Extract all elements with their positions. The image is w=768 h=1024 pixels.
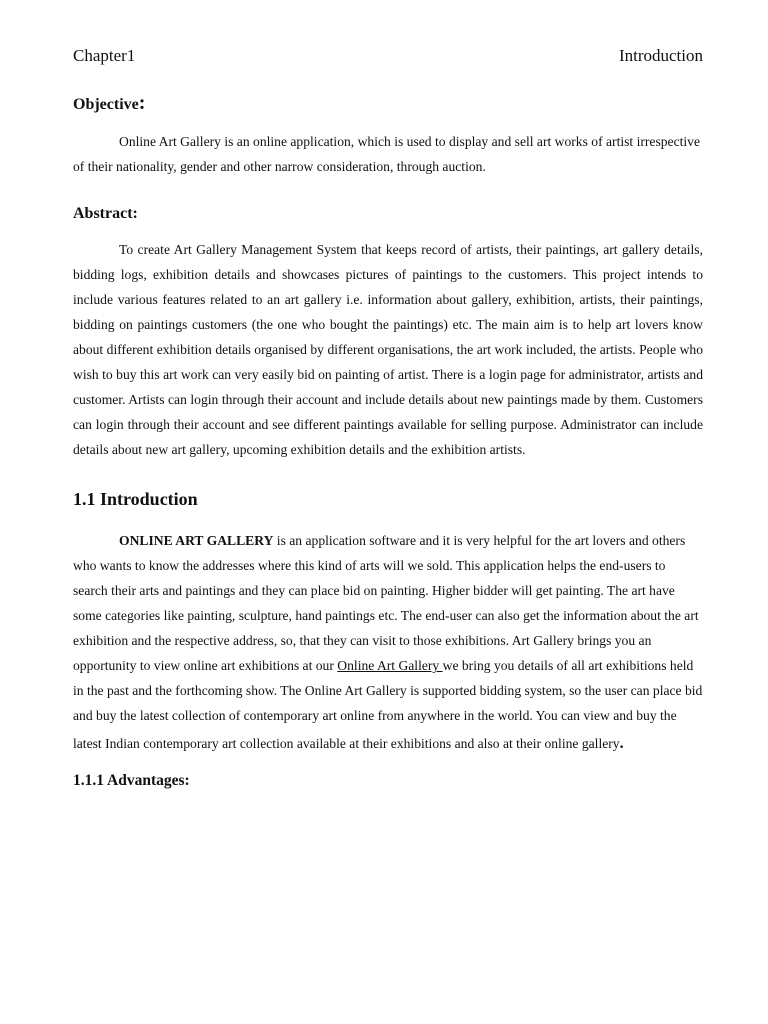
introduction-heading: 1.1 Introduction (73, 489, 198, 509)
abstract-text: To create Art Gallery Management System that keeps record of artists, their paintings, art gallery details, bidding logs, exhibition details and showcases pictures of paintings to the customers. This project intends to include various features related to an art gallery i.e. information about gallery, exhibition, artists, their paintings, bidding on paintings customers (the one who bought the paintings) etc. The main aim is to help art lovers know about different exhibition details organised by different organisations, the art work included, the artists. People who wish to buy this art work can very easily bid on painting of artist. There is a login page for administrator, artists and customer. Artists can login through their account and include details about new paintings made by them. Customers can login through their account and see different paintings available for selling purpose. Administrator can include details about new art gallery, upcoming exhibition details and the exhibition artists. (73, 242, 703, 457)
online-art-gallery-link[interactable]: Online Art Gallery (337, 658, 443, 673)
chapter-title: Introduction (618, 46, 703, 65)
introduction-last-line: latest Indian contemporary art collection available at their exhibitions and also at their online gallery. (73, 735, 624, 752)
abstract-heading: Abstract: (73, 205, 138, 222)
introduction-text: ONLINE ART GALLERY is an application software and it is very helpful for the art lovers and others who wants to know the addresses where this kind of arts will we sold. This application helps the end-users to search their arts and paintings and they can place bid on painting. Higher bidder will get painting. The art have some categories like painting, sculpture, hand paintings etc. The end-user can also get the information about the art exhibition and the respective address, so, that they can visit to those exhibitions. Art Gallery brings you an opportunity to view online art exhibitions at our Online Art Gallery we bring you details of all art exhibitions held in the past and the forthcoming show. The Online Art Gallery is supported bidding system, so the user can place bid and buy the latest collection of contemporary art online from anywhere in the world. You can view and buy the (73, 533, 703, 723)
advantages-heading: 1.1.1 Advantages: (73, 772, 190, 789)
objective-text: Online Art Gallery is an online application, which is used to display and sell art works of artist irrespective of their nationality, gender and other narrow consideration, through auction. (73, 134, 700, 174)
chapter-label: Chapter1 (73, 46, 136, 65)
document-page (73, 44, 703, 792)
introduction-bold-lead: ONLINE ART GALLERY (119, 533, 274, 548)
page-header (73, 44, 703, 68)
objective-heading: Objective: (73, 92, 146, 114)
